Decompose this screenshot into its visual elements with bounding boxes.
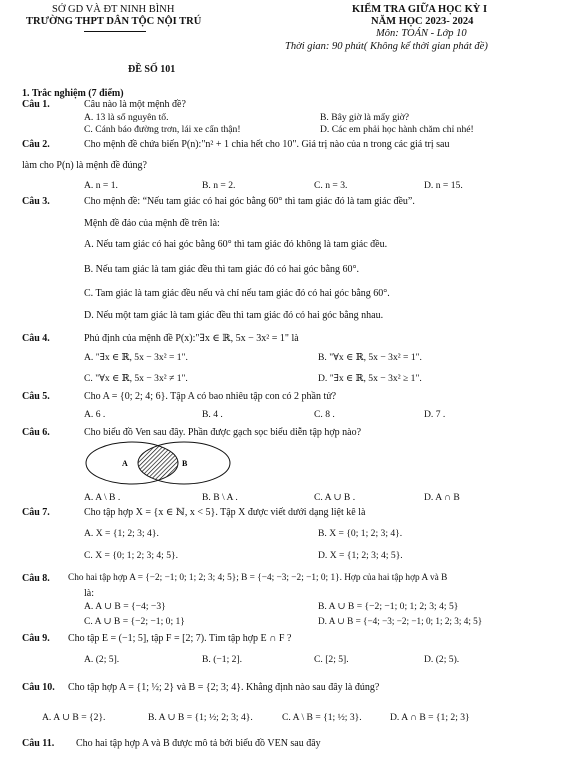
q7-label: Câu 7. bbox=[22, 507, 50, 518]
q3-option-c: C. Tam giác là tam giác đều nếu và chỉ nếu tam giác đó có hai góc bằng 60°. bbox=[84, 288, 390, 299]
q10-text: Cho tập hợp A = {1; ½; 2} và B = {2; 3; 4}. Khẳng định nào sau đây là đúng? bbox=[68, 682, 380, 693]
q7-text: Cho tập hợp X = {x ∈ ℕ, x < 5}. Tập X được viết dưới dạng liệt kê là bbox=[84, 507, 366, 518]
q6-option-d: D. A ∩ B bbox=[424, 492, 460, 503]
q6-label: Câu 6. bbox=[22, 427, 50, 438]
q2-option-c: C. n = 3. bbox=[314, 180, 348, 191]
q3-option-b: B. Nếu tam giác là tam giác đều thì tam giác đó có hai góc bằng 60°. bbox=[84, 264, 360, 275]
q2-text: Cho mệnh đề chứa biến P(n):"n² + 1 chia hết cho 10". Giá trị nào của n trong các giá trị sau bbox=[84, 139, 450, 150]
q9-option-d: D. (2; 5). bbox=[424, 654, 460, 665]
q5-option-d: D. 7 . bbox=[424, 409, 446, 420]
q5-text: Cho A = {0; 2; 4; 6}. Tập A có bao nhiêu tập con có 2 phần tử? bbox=[84, 391, 337, 402]
q5-label: Câu 5. bbox=[22, 391, 50, 402]
exam-code: ĐỀ SỐ 101 bbox=[128, 64, 176, 75]
q1-label: Câu 1. bbox=[22, 99, 50, 110]
q7-option-d: D. X = {1; 2; 3; 4; 5}. bbox=[318, 550, 403, 561]
q9-option-c: C. [2; 5]. bbox=[314, 654, 349, 665]
q8-option-c: C. A ∪ B = {−2; −1; 0; 1} bbox=[84, 616, 185, 627]
q4-option-b: B. "∀x ∈ ℝ, 5x − 3x² = 1". bbox=[318, 352, 422, 363]
q5-option-c: C. 8 . bbox=[314, 409, 335, 420]
q8-text: Cho hai tập hợp A = {−2; −1; 0; 1; 2; 3; 4; 5}; B = {−4; −3; −2; −1; 0; 1}. Hợp của hai tập hợp A và B bbox=[68, 573, 448, 583]
exam-title: KIỂM TRA GIỮA HỌC KỲ I bbox=[352, 4, 488, 15]
q10-option-b: B. A ∪ B = {1; ½; 2; 3; 4}. bbox=[148, 712, 253, 723]
q2-text-cont: làm cho P(n) là mệnh đề đúng? bbox=[22, 160, 147, 171]
exam-duration: Thời gian: 90 phút( Không kể thời gian phát đề) bbox=[285, 41, 488, 52]
q1-option-b: B. Bây giờ là mấy giờ? bbox=[320, 112, 410, 123]
venn-label-b: B bbox=[182, 459, 188, 468]
q10-option-d: D. A ∩ B = {1; 2; 3} bbox=[390, 712, 470, 723]
q9-text: Cho tập E = (−1; 5], tập F = [2; 7). Tìm tập hợp E ∩ F ? bbox=[68, 633, 292, 644]
school-name: TRƯỜNG THPT DÂN TỘC NỘI TRÚ bbox=[26, 16, 202, 27]
q7-option-b: B. X = {0; 1; 2; 3; 4}. bbox=[318, 528, 403, 539]
q11-text: Cho hai tập hợp A và B được mô tả bởi biểu đồ VEN sau đây bbox=[76, 738, 321, 749]
q4-label: Câu 4. bbox=[22, 333, 50, 344]
venn-diagram bbox=[84, 440, 232, 486]
q2-option-a: A. n = 1. bbox=[84, 180, 118, 191]
q8-label: Câu 8. bbox=[22, 573, 50, 584]
q10-option-a: A. A ∪ B = {2}. bbox=[42, 712, 106, 723]
q3-option-d: D. Nếu một tam giác là tam giác đều thì tam giác đó có hai góc bằng nhau. bbox=[84, 310, 384, 321]
q7-option-a: A. X = {1; 2; 3; 4}. bbox=[84, 528, 159, 539]
q4-option-c: C. "∀x ∈ ℝ, 5x − 3x² ≠ 1". bbox=[84, 373, 188, 384]
q1-option-c: C. Cánh báo đường trơn, lái xe cẩn thận! bbox=[84, 124, 241, 135]
q2-option-b: B. n = 2. bbox=[202, 180, 236, 191]
q11-label: Câu 11. bbox=[22, 738, 55, 749]
q8-option-d: D. A ∪ B = {−4; −3; −2; −1; 0; 1; 2; 3; 4; 5} bbox=[318, 616, 483, 626]
q5-option-a: A. 6 . bbox=[84, 409, 106, 420]
q4-option-d: D. "∃x ∈ ℝ, 5x − 3x² ≥ 1". bbox=[318, 373, 422, 384]
q3-option-a: A. Nếu tam giác có hai góc bằng 60° thì tam giác đó không là tam giác đều. bbox=[84, 239, 388, 250]
school-department: SỞ GD VÀ ĐT NINH BÌNH bbox=[52, 4, 175, 15]
q8-text-cont: là: bbox=[84, 588, 94, 599]
q2-label: Câu 2. bbox=[22, 139, 50, 150]
q1-option-a: A. 13 là số nguyên tố. bbox=[84, 112, 169, 123]
q10-label: Câu 10. bbox=[22, 682, 55, 693]
q8-option-a: A. A ∪ B = {−4; −3} bbox=[84, 601, 166, 612]
q6-option-b: B. B \ A . bbox=[202, 492, 238, 503]
q3-text: Cho mệnh đề: “Nếu tam giác có hai góc bằng 60° thì tam giác đó là tam giác đều”. bbox=[84, 196, 415, 207]
q7-option-c: C. X = {0; 1; 2; 3; 4; 5}. bbox=[84, 550, 179, 561]
q6-text: Cho biểu đồ Ven sau đây. Phần được gạch sọc biểu diễn tập hợp nào? bbox=[84, 427, 362, 438]
q6-option-a: A. A \ B . bbox=[84, 492, 121, 503]
q1-text: Câu nào là một mệnh đề? bbox=[84, 99, 186, 110]
q10-option-c: C. A \ B = {1; ½; 3}. bbox=[282, 712, 362, 723]
q9-option-a: A. (2; 5]. bbox=[84, 654, 120, 665]
section-title: 1. Trắc nghiệm (7 điểm) bbox=[22, 88, 124, 99]
q4-option-a: A. "∃x ∈ ℝ, 5x − 3x² = 1". bbox=[84, 352, 188, 363]
q3-label: Câu 3. bbox=[22, 196, 50, 207]
q9-label: Câu 9. bbox=[22, 633, 50, 644]
q1-option-d: D. Các em phải học hành chăm chỉ nhé! bbox=[320, 124, 474, 135]
q8-option-b: B. A ∪ B = {−2; −1; 0; 1; 2; 3; 4; 5} bbox=[318, 601, 459, 612]
subject: Môn: TOÁN - Lớp 10 bbox=[376, 28, 467, 39]
q2-option-d: D. n = 15. bbox=[424, 180, 463, 191]
q3-text-cont: Mệnh đề đảo của mệnh đề trên là: bbox=[84, 218, 220, 229]
venn-label-a: A bbox=[122, 459, 128, 468]
header-underline bbox=[84, 31, 146, 32]
q9-option-b: B. (−1; 2]. bbox=[202, 654, 243, 665]
q5-option-b: B. 4 . bbox=[202, 409, 223, 420]
school-year: NĂM HỌC 2023- 2024 bbox=[371, 16, 474, 27]
q4-text: Phủ định của mệnh đề P(x):"∃x ∈ ℝ, 5x − 3x² = 1" là bbox=[84, 333, 299, 344]
q6-option-c: C. A ∪ B . bbox=[314, 492, 356, 503]
